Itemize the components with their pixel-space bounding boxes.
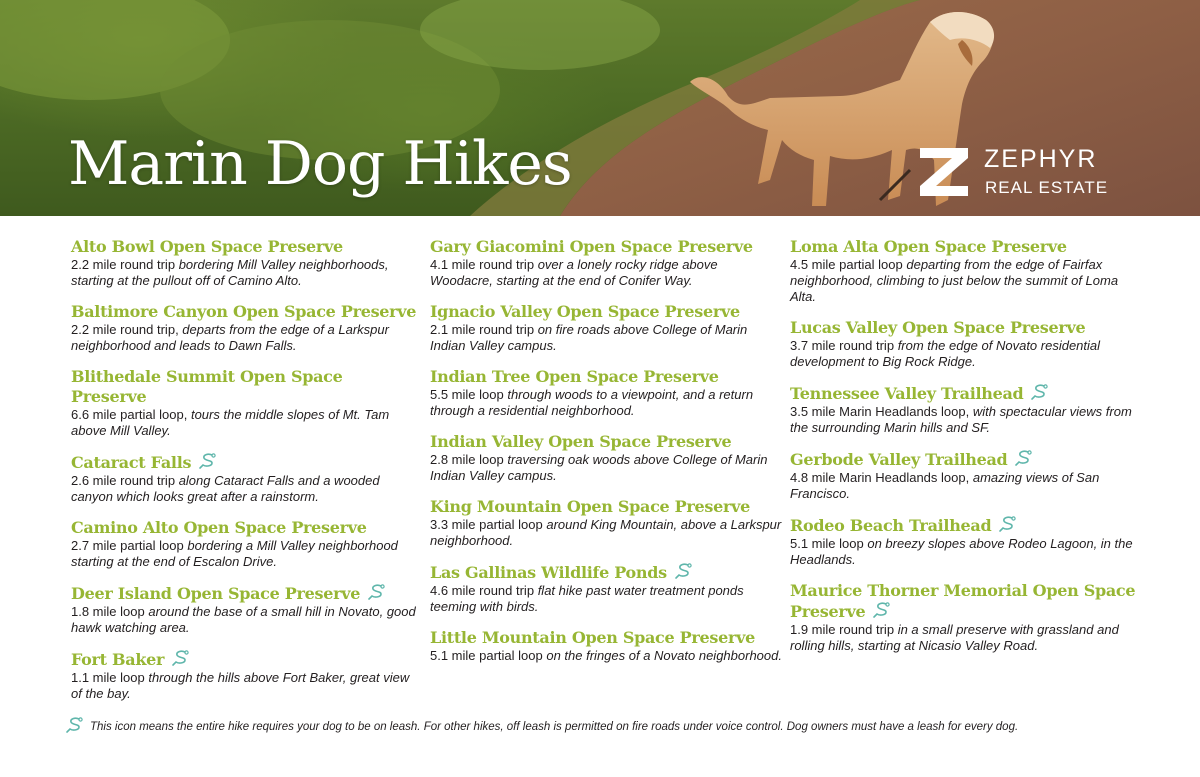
hike-item xyxy=(790,383,1142,436)
hike-note: bordering Mill Valley neighborhoods, starting at the pullout off of Camino Alto. xyxy=(71,257,389,288)
hike-name-text: Maurice Thorner Memorial Open Space Preserve xyxy=(790,581,1136,621)
leash-icon xyxy=(673,562,695,580)
page-title: Marin Dog Hikes xyxy=(68,129,572,199)
brand-subtitle: REAL ESTATE xyxy=(985,178,1109,197)
hike-distance: 1.9 mile round trip xyxy=(790,622,895,637)
hike-name-text: Loma Alta Open Space Preserve xyxy=(790,237,1067,256)
hike-distance: 5.5 mile loop xyxy=(430,387,504,402)
hike-note: along Cataract Falls and a wooded canyon which looks great after a rainstorm. xyxy=(71,473,380,504)
brand-name: ZEPHYR xyxy=(984,145,1098,173)
hike-name-text: Gerbode Valley Trailhead xyxy=(790,450,1008,469)
hike-note: in a small preserve with grassland and rolling hills, starting at Nicasio Valley Road. xyxy=(790,622,1119,653)
hike-item xyxy=(430,497,782,549)
hike-name xyxy=(790,237,1142,257)
hike-item xyxy=(430,432,782,484)
hike-distance: 2.1 mile round trip xyxy=(430,322,535,337)
hike-description xyxy=(71,407,423,439)
hike-description xyxy=(430,387,782,419)
hike-separator: , xyxy=(175,322,183,337)
hike-name-text: Fort Baker xyxy=(71,650,165,669)
hike-column-1 xyxy=(71,237,423,715)
hike-name xyxy=(71,237,423,257)
hike-name-text: Cataract Falls xyxy=(71,453,192,472)
leash-icon xyxy=(197,452,219,470)
hike-column-3 xyxy=(790,237,1142,667)
hike-distance: 3.3 mile partial loop xyxy=(430,517,543,532)
hike-name xyxy=(430,628,782,648)
hike-description xyxy=(430,452,782,484)
hike-note: on fire roads above College of Marin Indian Valley campus. xyxy=(430,322,748,353)
hike-name-text: Lucas Valley Open Space Preserve xyxy=(790,318,1086,337)
hike-name xyxy=(71,452,423,473)
leash-legend xyxy=(64,716,1174,736)
hike-name xyxy=(71,302,423,322)
hike-distance: 5.1 mile loop xyxy=(790,536,864,551)
hike-note: on breezy slopes above Rodeo Lagoon, in the Headlands. xyxy=(790,536,1133,567)
hike-name xyxy=(430,432,782,452)
hike-description xyxy=(790,470,1142,502)
hike-name-text: Little Mountain Open Space Preserve xyxy=(430,628,755,647)
brand-logo xyxy=(918,145,1138,198)
hike-item xyxy=(790,318,1142,370)
hike-distance: 6.6 mile partial loop xyxy=(71,407,184,422)
hike-distance: 4.6 mile round trip xyxy=(430,583,535,598)
hike-note: around the base of a small hill in Novato, good hawk watching area. xyxy=(71,604,416,635)
hike-description xyxy=(790,338,1142,370)
hike-name xyxy=(71,583,423,604)
hike-name xyxy=(430,302,782,322)
hike-name-text: Baltimore Canyon Open Space Preserve xyxy=(71,302,417,321)
hike-description xyxy=(430,322,782,354)
hike-description xyxy=(71,473,423,505)
hike-note: through the hills above Fort Baker, great view of the bay. xyxy=(71,670,410,701)
hike-note: on the fringes of a Novato neighborhood. xyxy=(546,648,782,663)
hike-item xyxy=(71,583,423,636)
hike-note: traversing oak woods above College of Marin Indian Valley campus. xyxy=(430,452,768,483)
hike-item xyxy=(71,518,423,570)
hike-note: flat hike past water treatment ponds teeming with birds. xyxy=(430,583,744,614)
hike-description xyxy=(71,538,423,570)
zephyr-logo-icon xyxy=(918,148,970,196)
hike-item xyxy=(71,237,423,289)
leash-icon xyxy=(170,649,192,667)
hike-distance: 1.1 mile loop xyxy=(71,670,145,685)
hike-item xyxy=(430,628,782,664)
hike-description xyxy=(790,536,1142,568)
hike-name-text: Alto Bowl Open Space Preserve xyxy=(71,237,343,256)
hike-name xyxy=(790,318,1142,338)
hike-item xyxy=(430,367,782,419)
hike-item xyxy=(790,237,1142,305)
hike-name-text: Las Gallinas Wildlife Ponds xyxy=(430,563,667,582)
hike-note: with spectacular views from the surrounding Marin hills and SF. xyxy=(790,404,1132,435)
hike-distance: 3.5 mile Marin Headlands loop xyxy=(790,404,966,419)
hike-distance: 2.8 mile loop xyxy=(430,452,504,467)
hike-description xyxy=(71,322,423,354)
hike-distance: 4.1 mile round trip xyxy=(430,257,535,272)
hike-name xyxy=(790,383,1142,404)
hike-name xyxy=(790,581,1142,622)
header-photo xyxy=(0,0,1200,216)
hike-item xyxy=(71,302,423,354)
hike-description xyxy=(430,257,782,289)
hike-separator: , xyxy=(183,407,191,422)
leash-icon xyxy=(1013,449,1035,467)
hike-note: from the edge of Novato residential development to Big Rock Ridge. xyxy=(790,338,1101,369)
hike-item xyxy=(71,452,423,505)
hike-description xyxy=(430,583,782,615)
hike-name-text: Tennessee Valley Trailhead xyxy=(790,384,1024,403)
hike-name-text: Camino Alto Open Space Preserve xyxy=(71,518,367,537)
hike-item xyxy=(790,515,1142,568)
hike-distance: 2.6 mile round trip xyxy=(71,473,176,488)
hike-note: departs from the edge of a Larkspur neighborhood and leads to Dawn Falls. xyxy=(71,322,389,353)
hike-name-text: Indian Tree Open Space Preserve xyxy=(430,367,719,386)
leash-icon xyxy=(997,515,1019,533)
hike-name xyxy=(430,497,782,517)
hike-name-text: Ignacio Valley Open Space Preserve xyxy=(430,302,740,321)
legend-text: This icon means the entire hike requires your dog to be on leash. For other hikes, off leash is permitted on fire roads under voice control. Dog owners must have a leash for every dog. xyxy=(90,721,1019,733)
hike-name xyxy=(71,367,423,407)
hike-distance: 4.5 mile partial loop xyxy=(790,257,903,272)
hike-separator: , xyxy=(965,404,973,419)
hike-item xyxy=(71,367,423,439)
hike-separator: , xyxy=(965,470,973,485)
hike-item xyxy=(430,302,782,354)
hike-name-text: Blithedale Summit Open Space Preserve xyxy=(71,367,343,406)
hike-distance: 5.1 mile partial loop xyxy=(430,648,543,663)
hike-name-text: Gary Giacomini Open Space Preserve xyxy=(430,237,753,256)
hike-name-text: King Mountain Open Space Preserve xyxy=(430,497,751,516)
hike-description xyxy=(790,622,1142,654)
leash-icon xyxy=(871,601,893,619)
leash-icon xyxy=(366,583,388,601)
hike-distance: 1.8 mile loop xyxy=(71,604,145,619)
hike-note: departing from the edge of Fairfax neighborhood, climbing to just below the summit of Loma Alta. xyxy=(790,257,1119,304)
hike-item xyxy=(430,237,782,289)
hike-distance: 3.7 mile round trip xyxy=(790,338,895,353)
hike-item xyxy=(790,449,1142,502)
hike-name xyxy=(430,562,782,583)
hike-item xyxy=(790,581,1142,654)
hike-name xyxy=(430,237,782,257)
hike-item xyxy=(71,649,423,702)
hike-name-text: Rodeo Beach Trailhead xyxy=(790,516,992,535)
leash-icon xyxy=(64,716,86,734)
hike-distance: 2.2 mile round trip xyxy=(71,322,176,337)
hike-name-text: Indian Valley Open Space Preserve xyxy=(430,432,732,451)
hike-name-text: Deer Island Open Space Preserve xyxy=(71,584,361,603)
hike-name xyxy=(430,367,782,387)
hike-note: around King Mountain, above a Larkspur neighborhood. xyxy=(430,517,782,548)
hike-distance: 2.2 mile round trip xyxy=(71,257,176,272)
hike-description xyxy=(71,670,423,702)
hike-note: over a lonely rocky ridge above Woodacre, starting at the end of Conifer Way. xyxy=(430,257,718,288)
hike-description xyxy=(790,257,1142,305)
hike-description xyxy=(71,257,423,289)
hike-note: through woods to a viewpoint, and a return through a residential neighborhood. xyxy=(430,387,754,418)
leash-icon xyxy=(1029,383,1051,401)
hike-name xyxy=(790,515,1142,536)
hike-description xyxy=(71,604,423,636)
hike-name xyxy=(790,449,1142,470)
hike-item xyxy=(430,562,782,615)
hike-note: bordering a Mill Valley neighborhood starting at the end of Escalon Drive. xyxy=(71,538,398,569)
hike-distance: 4.8 mile Marin Headlands loop xyxy=(790,470,966,485)
hike-name xyxy=(71,518,423,538)
hike-note: amazing views of San Francisco. xyxy=(790,470,1100,501)
hike-distance: 2.7 mile partial loop xyxy=(71,538,184,553)
hike-description xyxy=(790,404,1142,436)
hike-name xyxy=(71,649,423,670)
hike-note: tours the middle slopes of Mt. Tam above Mill Valley. xyxy=(71,407,390,438)
hike-description xyxy=(430,648,782,664)
hike-column-2 xyxy=(430,237,782,677)
hike-description xyxy=(430,517,782,549)
